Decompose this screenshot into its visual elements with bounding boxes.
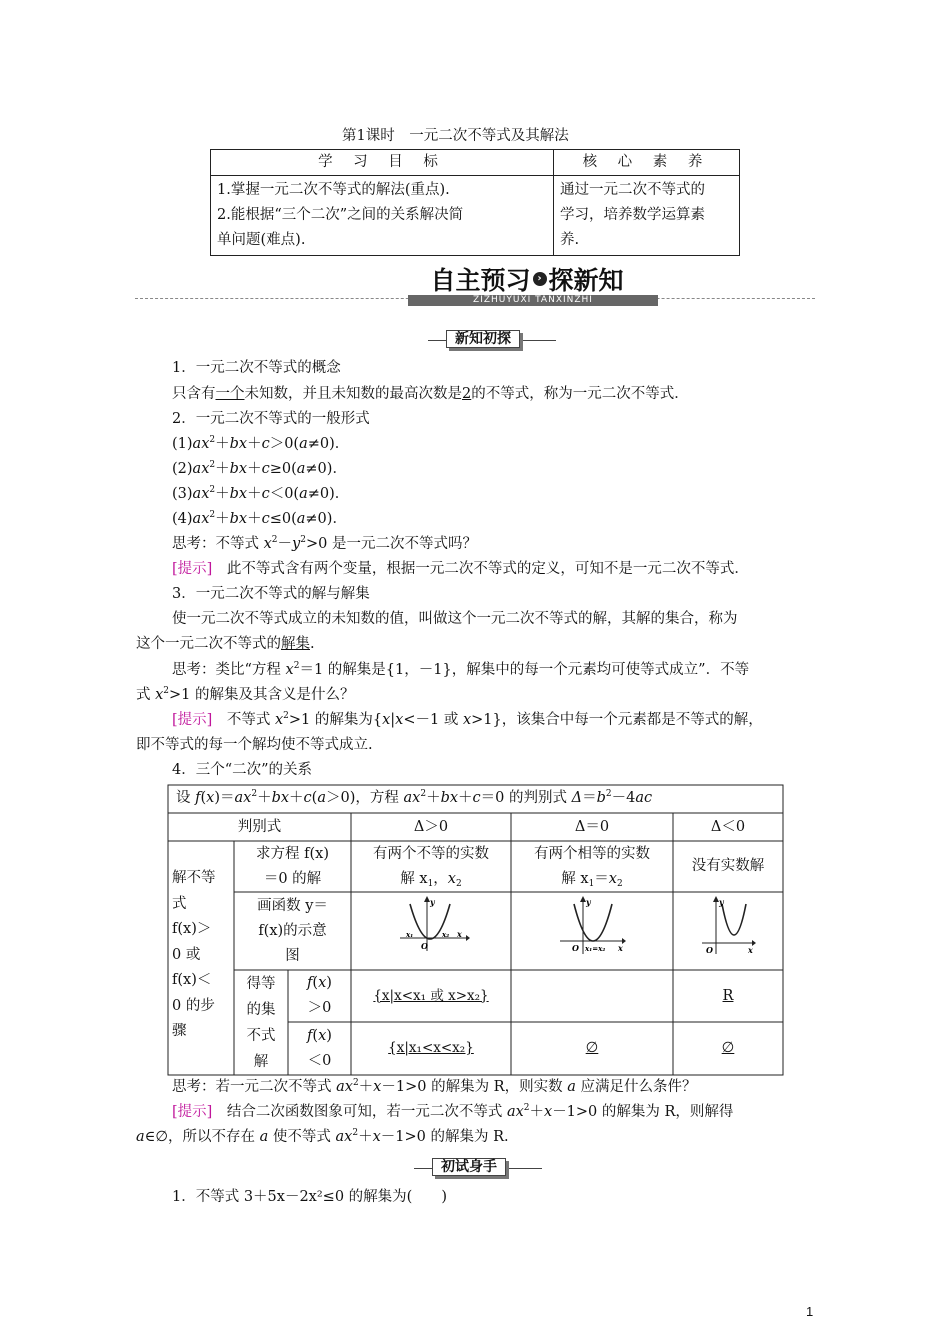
form-3: $(3)ax^2+bx+c<0(a\ne 0)$． [172, 485, 350, 502]
s2-think: 思考：不等式 $x^2-y^2>0$ 是一元二次不等式吗？ [172, 535, 477, 552]
roots-zero: 有两个相等的实数 解 $x_1=x_2$ [534, 845, 650, 889]
s2-heading: 2．一元二次不等式的一般形式 [172, 411, 370, 427]
parabola-one-root-graph [560, 896, 630, 956]
form-2: $(2)ax^2+bx+c\ge 0(a\ne 0)$． [172, 460, 347, 477]
s3-heading: 3．一元二次不等式的解与解集 [172, 586, 370, 602]
banner-part2: 探新知 [548, 266, 624, 295]
svg-text:O: O [421, 941, 428, 951]
svg-text:O: O [706, 945, 713, 955]
s4-hint-2: a∈∅，所以不存在 a 使不等式 $ax^2+x-1>0$ 的解集为 R. [136, 1128, 509, 1145]
gt-solution-negative: R [722, 987, 734, 1004]
s3-hint-2: 即不等式的每一个解均使不等式成立. [136, 737, 373, 753]
hint-label: [提示] [172, 561, 213, 577]
hint-label: [提示] [172, 1104, 213, 1120]
svg-text:x: x [748, 945, 753, 955]
steps-side-label: 解不等 式 f(x)＞ 0 或 f(x)＜ 0 的步 骤 [172, 870, 216, 1039]
page-number: 1 [806, 1304, 814, 1319]
section-tag-new-knowledge: 新知初探 [446, 330, 520, 348]
svg-text:x₂: x₂ [442, 930, 450, 939]
lt-solution-negative: ∅ [721, 1040, 735, 1056]
banner-subtitle: ZIZHUYUXI TANXINZHI [408, 295, 658, 306]
literacy-line: 养. [560, 232, 580, 248]
s3-paragraph-2: 这个一元二次不等式的解集. [136, 636, 315, 652]
roots-negative: 没有实数解 [691, 858, 765, 874]
parabola-no-root-graph [702, 896, 762, 956]
s4-heading: 4．三个“二次”的关系 [172, 762, 313, 778]
roots-positive: 有两个不等的实数 解 $x_1$，$x_2$ [373, 845, 489, 889]
svg-text:y: y [719, 897, 724, 907]
solution-set-label: 得等 的集 不式 解 [246, 975, 276, 1070]
graph-step-label: 画函数 y＝ f(x)的示意 图 [257, 897, 328, 964]
form-1: $(1)ax^2+bx+c>0(a\ne 0)$． [172, 435, 350, 452]
svg-text:O: O [572, 943, 579, 953]
svg-text:y: y [430, 897, 435, 907]
s3-paragraph-1: 使一元二次不等式成立的未知数的值，叫做这个一元二次不等式的解，其解的集合，称为 [172, 611, 738, 627]
chevron-right-icon: › [533, 272, 547, 286]
exercise-1: 1．不等式 3＋5x－2x²≤0 的解集为( ) [172, 1189, 447, 1205]
svg-text:x₁=x₂: x₁=x₂ [585, 944, 606, 953]
section-tag-try: 初试身手 [432, 1158, 506, 1176]
svg-text:y: y [586, 897, 591, 907]
parabola-two-roots-graph [400, 896, 470, 951]
disc-negative: Δ＜0 [710, 818, 746, 835]
s3-hint-1: [提示] 不等式 $x^2>1$ 的解集为{x|x<－1 或 x>1}，该集合中每一个元素都是不等式的解， [172, 711, 763, 728]
svg-text:x: x [457, 929, 462, 939]
disc-zero: Δ＝0 [574, 818, 610, 835]
s1-paragraph: 只含有一个未知数，并且未知数的最高次数是2的不等式，称为一元二次不等式． [172, 386, 689, 402]
svg-text:x: x [618, 943, 623, 953]
goals-head-right: 核 心 素 养 [554, 150, 740, 176]
gt-solution-positive: {x|x<x₁ 或 x>x₂} [373, 987, 489, 1004]
goal-line: 单问题(难点). [217, 232, 306, 248]
svg-text:x₁: x₁ [406, 930, 414, 939]
s3-think-1: 思考：类比“方程 $x^2=1$ 的解集是{1，－1}，解集中的每一个元素均可使等式成立”．不等 [172, 661, 750, 678]
s3-think-2: 式 $x^2>1$ 的解集及其含义是什么？ [136, 686, 355, 703]
blank-answer: 2 [462, 386, 472, 402]
lt-solution-positive: {x|x₁<x<x₂} [388, 1040, 474, 1056]
form-4: $(4)ax^2+bx+c\le 0(a\ne 0)$． [172, 510, 347, 527]
gt-zero-label: f(x) ＞0 [307, 975, 332, 1016]
disc-label: 判别式 [237, 818, 282, 835]
literacy-line: 通过一元二次不等式的 [560, 182, 705, 198]
banner-part1: 自主预习 [430, 266, 531, 295]
literacy-line: 学习，培养数学运算素 [560, 207, 705, 223]
blank-answer: 一个 [215, 386, 245, 402]
s4-think: 思考：若一元二次不等式 $ax^2+x-1>0$ 的解集为 R，则实数 a 应满足什么条件？ [172, 1078, 697, 1095]
relation-table-header: 设 $f(x)=ax^2+bx+c(a>0)$，方程 $ax^2+bx+c=0$ 的判别式 $\Delta=b^2-4ac$ [176, 789, 653, 806]
goal-line: 2.能根据“三个二次”之间的关系解决简 [217, 207, 464, 223]
s1-heading: 1．一元二次不等式的概念 [172, 360, 341, 376]
hint-label: [提示] [172, 712, 213, 728]
lt-solution-zero: ∅ [585, 1040, 599, 1056]
disc-positive: Δ＞0 [413, 818, 449, 835]
goals-head-left: 学 习 目 标 [211, 150, 554, 176]
goal-line: 1.掌握一元二次不等式的解法(重点). [217, 182, 450, 198]
lt-zero-label: f(x) ＜0 [307, 1027, 332, 1069]
s4-hint-1: [提示] 结合二次函数图象可知，若一元二次不等式 $ax^2+x-1>0$ 的解集为 R，则解得 [172, 1103, 734, 1120]
s2-hint: [提示] 此不等式含有两个变量，根据一元二次不等式的定义，可知不是一元二次不等式． [172, 561, 749, 577]
page-title: 第1课时 一元二次不等式及其解法 [342, 128, 569, 144]
equation-step-label: 求方程 f(x) ＝0 的解 [256, 845, 329, 887]
